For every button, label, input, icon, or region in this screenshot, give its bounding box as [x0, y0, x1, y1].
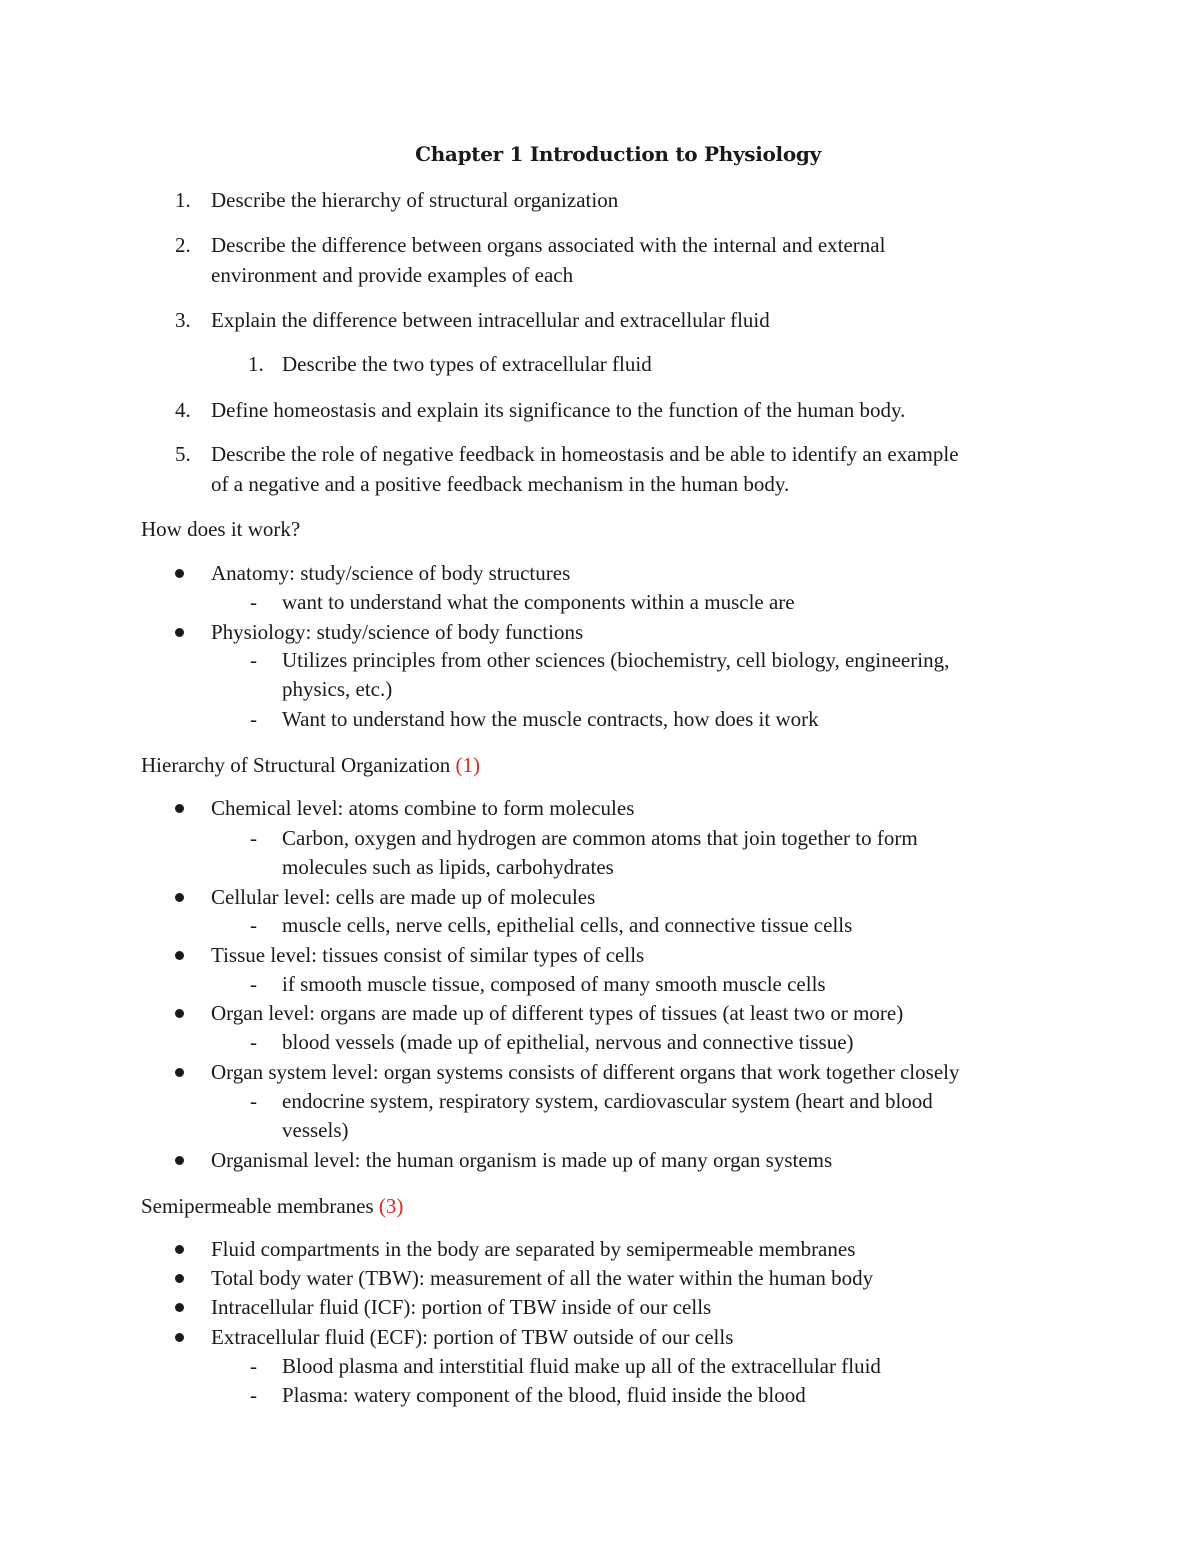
objective-number: 1. [175, 188, 191, 212]
bullet-icon [175, 1156, 184, 1165]
sub-bullet-text: Want to understand how the muscle contracts, how does it work [282, 707, 819, 731]
sub-bullet-text: vessels) [282, 1118, 349, 1142]
sub-bullet-text: Utilizes principles from other sciences (biochemistry, cell biology, engineering, [282, 648, 950, 672]
sub-bullet-text: Blood plasma and interstitial fluid make up all of the extracellular fluid [282, 1354, 881, 1378]
sub-bullet-text: blood vessels (made up of epithelial, nervous and connective tissue) [282, 1030, 854, 1054]
sub-bullet-text: want to understand what the components within a muscle are [282, 590, 795, 614]
dash-icon: - [250, 707, 257, 731]
objective-text: Define homeostasis and explain its significance to the function of the human body. [211, 398, 906, 422]
dash-icon: - [250, 913, 257, 937]
objective-text: environment and provide examples of each [211, 263, 574, 287]
section-heading-text: How does it work? [141, 517, 301, 541]
bullet-text: Chemical level: atoms combine to form molecules [211, 796, 635, 820]
dash-icon: - [250, 1383, 257, 1407]
bullet-icon [175, 628, 184, 637]
section-heading [141, 515, 300, 543]
dash-icon: - [250, 972, 257, 996]
objective-text: Describe the difference between organs associated with the internal and external [211, 233, 886, 257]
bullet-icon [175, 1303, 184, 1312]
sub-bullet-text: molecules such as lipids, carbohydrates [282, 855, 614, 879]
bullet-icon [175, 1333, 184, 1342]
dash-icon: - [250, 1354, 257, 1378]
bullet-text: Total body water (TBW): measurement of all the water within the human body [211, 1266, 874, 1290]
section-heading-text: Hierarchy of Structural Organization [141, 753, 451, 777]
sub-bullet-text: Carbon, oxygen and hydrogen are common atoms that join together to form [282, 826, 918, 850]
bullet-icon [175, 569, 184, 578]
objective-text: Describe the two types of extracellular fluid [282, 352, 652, 376]
dash-icon: - [250, 648, 257, 672]
bullet-text: Organismal level: the human organism is made up of many organ systems [211, 1148, 833, 1172]
objective-text: Explain the difference between intracellular and extracellular fluid [211, 308, 770, 332]
objective-number: 5. [175, 442, 191, 466]
objective-text: of a negative and a positive feedback mechanism in the human body. [211, 472, 790, 496]
section-heading-text: Semipermeable membranes [141, 1194, 374, 1218]
bullet-text: Extracellular fluid (ECF): portion of TBW outside of our cells [211, 1325, 734, 1349]
section-heading [141, 1192, 403, 1220]
objective-number: 1. [248, 352, 264, 376]
objective-number: 2. [175, 233, 191, 257]
bullet-text: Tissue level: tissues consist of similar types of cells [211, 943, 645, 967]
bullet-text: Intracellular fluid (ICF): portion of TBW inside of our cells [211, 1295, 712, 1319]
dash-icon: - [250, 1089, 257, 1113]
bullet-text: Fluid compartments in the body are separated by semipermeable membranes [211, 1237, 856, 1261]
bullet-text: Organ system level: organ systems consists of different organs that work together closely [211, 1060, 960, 1084]
bullet-icon [175, 1009, 184, 1018]
sub-bullet-text: if smooth muscle tissue, composed of many smooth muscle cells [282, 972, 826, 996]
bullet-icon [175, 1068, 184, 1077]
bullet-text: Cellular level: cells are made up of molecules [211, 885, 596, 909]
objective-text: Describe the hierarchy of structural organization [211, 188, 619, 212]
page-title: Chapter 1 Introduction to Physiology [415, 142, 821, 166]
section-heading [141, 751, 480, 779]
bullet-icon [175, 951, 184, 960]
objective-number: 4. [175, 398, 191, 422]
dash-icon: - [250, 1030, 257, 1054]
objective-number: 3. [175, 308, 191, 332]
sub-bullet-text: muscle cells, nerve cells, epithelial cells, and connective tissue cells [282, 913, 853, 937]
bullet-text: Anatomy: study/science of body structures [211, 561, 571, 585]
objective-reference: (1) [455, 753, 480, 777]
objective-reference: (3) [378, 1194, 404, 1218]
dash-icon: - [250, 590, 257, 614]
bullet-icon [175, 1245, 184, 1254]
bullet-text: Organ level: organs are made up of different types of tissues (at least two or more) [211, 1001, 904, 1025]
objective-text: Describe the role of negative feedback in homeostasis and be able to identify an example [211, 442, 959, 466]
sub-bullet-text: endocrine system, respiratory system, cardiovascular system (heart and blood [282, 1089, 933, 1113]
bullet-icon [175, 804, 184, 813]
dash-icon: - [250, 826, 257, 850]
bullet-icon [175, 1274, 184, 1283]
sub-bullet-text: physics, etc.) [282, 677, 393, 701]
sub-bullet-text: Plasma: watery component of the blood, fluid inside the blood [282, 1383, 806, 1407]
bullet-icon [175, 893, 184, 902]
bullet-text: Physiology: study/science of body functions [211, 620, 584, 644]
